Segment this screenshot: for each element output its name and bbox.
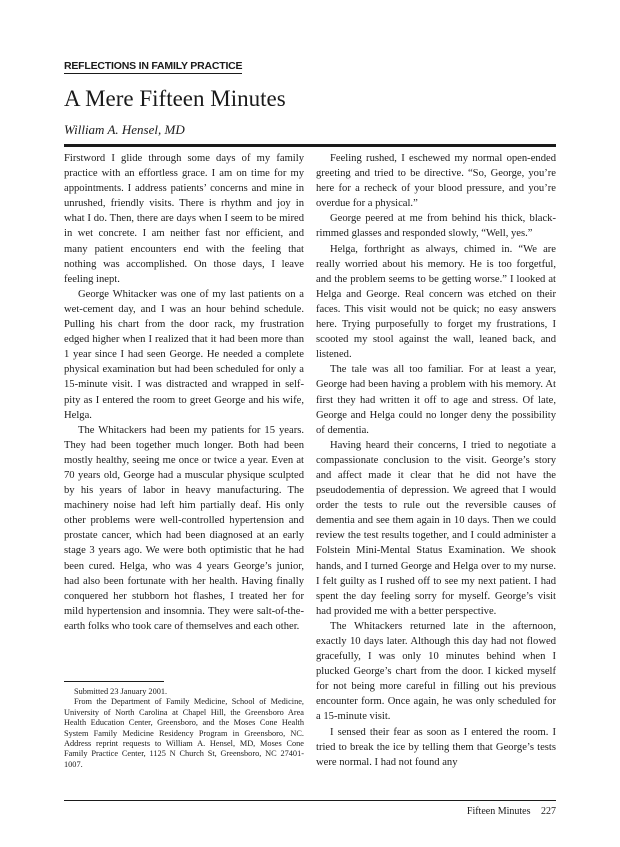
title-rule — [64, 144, 556, 147]
footnote-rule — [64, 681, 164, 682]
left-column — [64, 151, 304, 661]
paragraph: The Whitackers had been my patients for 15 years. They had been together much longer. Both had been mostly healthy, seeing me once or twice a year. Even at 70 years old, George had a muscular physique sculpted by his years of labor in heavy manufacturing. The machinery noise had left him partially deaf. His only other problems were well-controlled hypertension and prostate cancer, which had been diagnosed at an early stage 3 years ago. We were both optimistic that he had been cured. Helga, who was 4 years George’s junior, had also been fortunate with her health. Having finally conquered her stubborn hot flashes, I treated her for mild hypertension and insomnia. They were salt-of-the-earth folks who took care of themselves and each other. — [64, 424, 304, 632]
running-title: Fifteen Minutes — [466, 806, 531, 817]
footnote — [64, 687, 304, 770]
paragraph: I sensed their fear as soon as I entered the room. I tried to break the ice by telling them that George’s tests were normal. I had not found any — [316, 726, 556, 768]
article-title: A Mere Fifteen Minutes — [64, 86, 286, 111]
paragraph: The Whitackers returned late in the afternoon, exactly 10 days later. Although this day had not flowed gracefully, I was only 10 minutes behind when I plucked George’s chart from the door. I kicked myself for not being more careful in filling out his previous encounter form. Once again, he was only scheduled for a 15-minute visit. — [316, 620, 556, 723]
footer-rule — [64, 800, 556, 801]
footnote-submitted: Submitted 23 January 2001. — [74, 687, 168, 696]
author-byline: William A. Hensel, MD — [64, 122, 185, 137]
paragraph: The tale was all too familiar. For at least a year, George had been having a problem with his memory. At first they had written it off to age and stress. Of late, George and Helga could no longer deny the possibility of dementia. — [316, 364, 556, 436]
section-label: REFLECTIONS IN FAMILY PRACTICE — [64, 60, 243, 72]
paragraph: Feeling rushed, I eschewed my normal open-ended greeting and tried to be directive. “So, George, you’re here for a recheck of your blood pressure, and you’re overdue for a physical.” — [316, 153, 556, 210]
page-number: 227 — [541, 806, 556, 817]
paragraph: George Whitacker was one of my last patients on a wet-cement day, and I was an hour behind schedule. Pulling his chart from the door rack, my frustration edged higher when I realized that it had been more than 1 year since I had seen George. He needed a complete physical examination but had been scheduled for only a 15-minute visit. I was distracted and wrapped in self-pity as I entered the room to greet George and his wife, Helga. — [64, 288, 304, 421]
paragraph: Firstword I glide through some days of my family practice with an effortless grace. I am on time for my appointments. I address patients’ concerns and mine in unrushed, friendly visits. There is rhythm and joy in what I do. Then, there are days when I seem to be mired in wet concrete. I am neither fast nor efficient, and many patient encounters end with the feeling that nothing was accomplished. On those days, I leave feeling inept. — [64, 153, 304, 285]
paragraph: Having heard their concerns, I tried to negotiate a compassionate conclusion to the visit. George’s story and affect made it clear that he did not have the pseudodementia of depression. We agreed that I would order the tests to rule out the reversible causes of dementia and see them again in 10 days. Then we could review the test results together, and I could administer a Folstein Mini-Mental Status Examination. We shook hands, and I turned George and Helga over to my nurse. I felt guilty as I rushed off to see my next patient. I had spent the day feeling sorry for myself. George’s visit had provided me with a better perspective. — [316, 439, 556, 617]
footnote-affiliation: From the Department of Family Medicine, School of Medicine, University of North Carolina at Chapel Hill, the Greensboro Area Health Education Center, Greensboro, and the Moses Cone Health System Family Medicine Residency Program in Greensboro, NC. Address reprint requests to William A. Hensel, MD, Moses Cone Family Practice Center, 1125 N Church St, Greensboro, NC 27401-1007. — [64, 697, 304, 769]
paragraph: George peered at me from behind his thick, black-rimmed glasses and responded slowly, “Well, yes.” — [316, 213, 556, 240]
running-footer — [467, 806, 556, 817]
right-column — [316, 151, 556, 791]
paragraph: Helga, forthright as always, chimed in. “We are really worried about his memory. He is too forgetful, and the problem seems to be getting worse.” I looked at Helga and George. Real concern was etched on their faces. This visit would not be quick; no easy answers here. Trying purposefully to forget my frustrations, I scooted my stool against the wall, leaned back, and listened. — [316, 243, 556, 361]
